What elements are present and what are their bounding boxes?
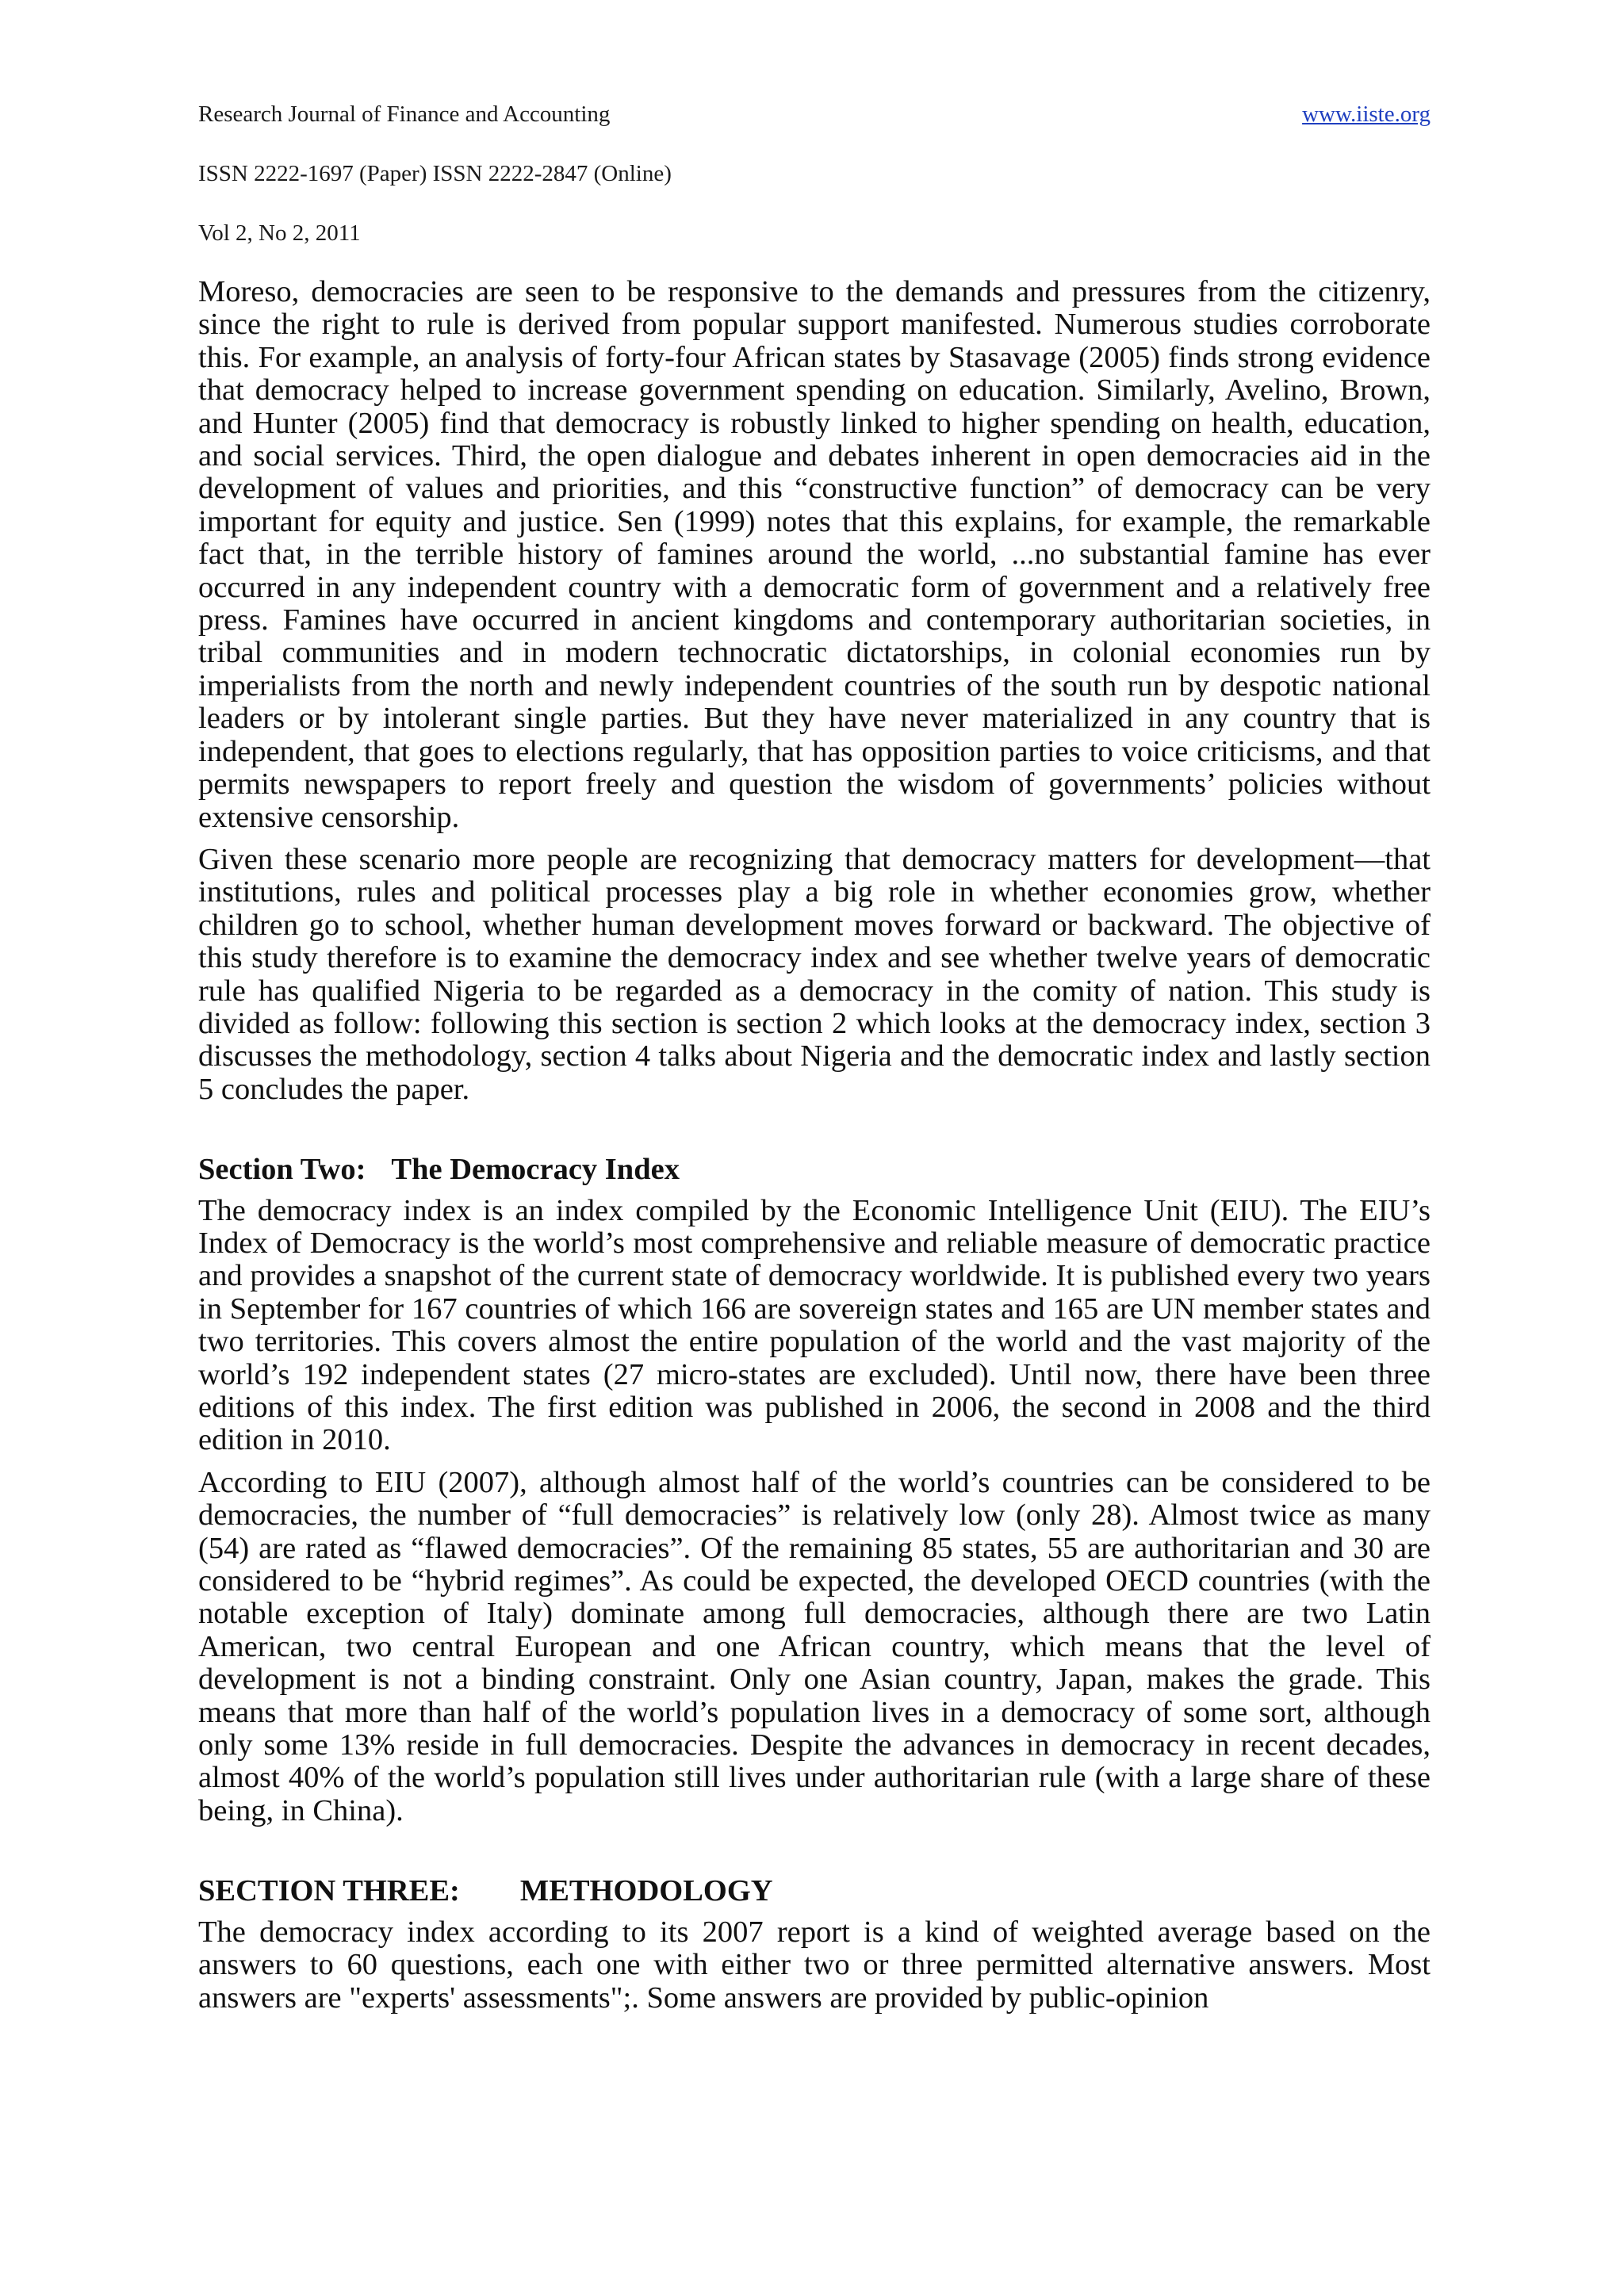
document-page <box>198 0 1431 2296</box>
intro-paragraph-1: Moreso, democracies are seen to be responsive to the demands and pressures from the citizenry, since the right to rule is derived from popular support manifested. Numerous studies corroborate this. For example, an analysis of forty-four African states by Stasavage (2005) finds strong evidence that democracy helped to increase government spending on education. Similarly, Avelino, Brown, and Hunter (2005) find that democracy is robustly linked to higher spending on health, education, and social services. Third, the open dialogue and debates inherent in open democracies aid in the development of values and priorities, and this “constructive function” of democracy can be very important for equity and justice. Sen (1999) notes that this explains, for example, the remarkable fact that, in the terrible history of famines around the world, ...no substantial famine has ever occurred in any independent country with a democratic form of government and a relatively free press. Famines have occurred in ancient kingdoms and contemporary authoritarian societies, in tribal communities and in modern technocratic dictatorships, in colonial economies run by imperialists from the north and newly independent countries of the south run by despotic national leaders or by intolerant single parties. But they have never materialized in any country that is independent, that goes to elections regularly, that has opposition parties to voice criticisms, and that permits newspapers to report freely and question the wisdom of governments’ policies without extensive censorship. <box>198 275 1431 834</box>
section-three-paragraph-1: The democracy index according to its 2007 report is a kind of weighted average based on the answers to 60 questions, each one with either two or three permitted alternative answers. Most answers are "experts' assessments";. Some answers are provided by public-opinion <box>198 1915 1431 2015</box>
section-two-label: Section Two: <box>198 1153 366 1187</box>
volume-line: Vol 2, No 2, 2011 <box>198 220 361 246</box>
article-body <box>198 276 1431 2015</box>
section-two-paragraph-1: The democracy index is an index compiled by the Economic Intelligence Unit (EIU). The EIU’s Index of Democracy is the world’s most comprehensive and reliable measure of democratic practice and provides a snapshot of the current state of democracy worldwide. It is published every two years in September for 167 countries of which 166 are sovereign states and 165 are UN member states and two territories. This covers almost the entire population of the world and the vast majority of the world’s 192 independent states (27 micro-states are excluded). Until now, there have been three editions of this index. The first edition was published in 2006, the second in 2008 and the third edition in 2010. <box>198 1193 1431 1457</box>
intro-paragraph-2: Given these scenario more people are recognizing that democracy matters for development—that institutions, rules and political processes play a big role in whether economies grow, whether children go to school, whether human development moves forward or backward. The objective of this study therefore is to examine the democracy index and see whether twelve years of democratic rule has qualified Nigeria to be regarded as a democracy in the comity of nation. This study is divided as follow: following this section is section 2 which looks at the democracy index, section 3 discusses the methodology, section 4 talks about Nigeria and the democratic index and lastly section 5 concludes the paper. <box>198 842 1431 1106</box>
running-header <box>198 100 1431 128</box>
issn-line: ISSN 2222-1697 (Paper) ISSN 2222-2847 (Online) <box>198 161 672 186</box>
section-three-label: SECTION THREE: <box>198 1874 460 1908</box>
journal-name: Research Journal of Finance and Accounting <box>198 101 611 127</box>
section-three-heading <box>198 1875 1431 1908</box>
journal-website-link[interactable]: www.iiste.org <box>1302 101 1431 127</box>
section-two-title: The Democracy Index <box>391 1153 680 1187</box>
section-three-title: METHODOLOGY <box>519 1874 773 1908</box>
section-two-heading <box>198 1154 1431 1186</box>
section-two-paragraph-2: According to EIU (2007), although almost half of the world’s countries can be considered to be democracies, the number of “full democracies” is relatively low (only 28). Almost twice as many (54) are rated as “flawed democracies”. Of the remaining 85 states, 55 are authoritarian and 30 are considered to be “hybrid regimes”. As could be expected, the developed OECD countries (with the notable exception of Italy) dominate among full democracies, although there are two Latin American, two central European and one African country, which means that the level of development is not a binding constraint. Only one Asian country, Japan, makes the grade. This means that more than half of the world’s population lives in a democracy of some sort, although only some 13% reside in full democracies. Despite the advances in democracy in recent decades, almost 40% of the world’s population still lives under authoritarian rule (with a large share of these being, in China). <box>198 1465 1431 1827</box>
